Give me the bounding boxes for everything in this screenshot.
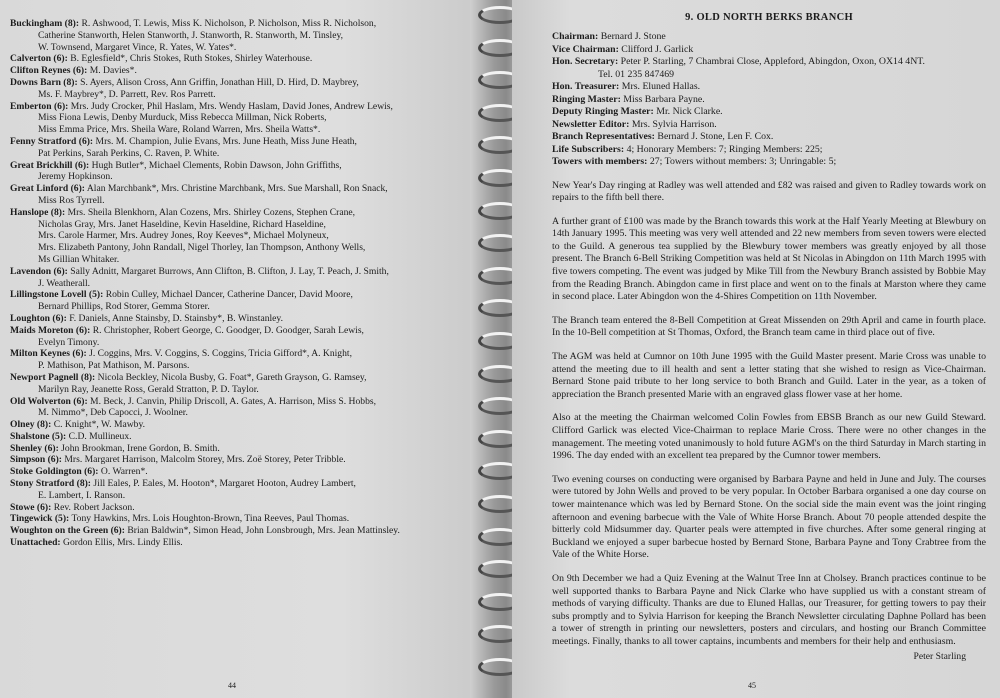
member-entry [10,101,474,136]
member-names: Gordon Ellis, Mrs. Lindy Ellis. [63,537,183,549]
officer-row [552,119,986,132]
officers-list [552,31,986,169]
member-names: B. Eglesfield*, Chris Stokes, Ruth Stokes, Shirley Waterhouse. [70,53,313,65]
member-names: John Brookman, Irene Gordon, B. Smith. [61,442,220,454]
member-entry [10,160,474,184]
officer-label: Hon. Secretary: [552,56,619,67]
officer-value: Miss Barbara Payne. [623,93,705,105]
member-names: Jeremy Hopkinson. [38,171,113,183]
member-entry [10,53,474,65]
officer-value: Bernard J. Stone [600,31,666,42]
tower-name: Shalstone (5): [10,430,67,442]
tower-name: Buckingham (8): [10,18,80,29]
officer-label: Branch Representatives: [552,131,655,142]
officer-row [552,156,986,169]
member-names: E. Lambert, I. Ranson. [38,489,126,501]
member-names: Miss Emma Price, Mrs. Sheila Ware, Roland Warren, Mrs. Sheila Watts*. [38,124,321,136]
member-names: Sally Adnitt, Margaret Burrows, Ann Clifton, B. Clifton, J. Lay, T. Peach, J. Smith, [70,265,389,277]
tower-name: Lillingstone Lovell (5): [10,289,104,301]
member-names: C. Knight*, W. Mawby. [53,419,146,431]
tower-name: Stoke Goldington (6): [10,466,99,478]
member-entry [10,454,474,466]
tower-name: Downs Barn (8): [10,76,78,88]
member-names: S. Ayers, Alison Cross, Ann Griffin, Jonathan Hill, D. Hird, D. Maybrey, [80,76,359,88]
report-paragraph: The Branch team entered the 8-Bell Competition at Great Missenden on 29th April and came in fourth place. In the 10-Bell competition at St Thomas, Oxford, the Branch team came in third place out of five. [552,314,986,339]
officer-row [552,44,986,57]
member-names: Nicola Beckley, Nicola Busby, G. Foat*, Gareth Grayson, G. Ramsey, [97,371,367,383]
officer-label: Vice Chairman: [552,43,619,55]
member-names: Robin Culley, Michael Dancer, Catherine Dancer, David Moore, [105,289,353,301]
report-text [552,180,986,649]
member-names: Miss Fiona Lewis, Denby Murduck, Miss Rebecca Millman, Nick Roberts, [38,112,327,124]
report-paragraph: On 9th December we had a Quiz Evening at the Walnut Tree Inn at Cholsey. Branch practices continue to be well supported thanks to Barbara Payne and Nick Clarke who have supplied us with a constant stream of methods of varying difficulty. Thanks are due to Eluned Hallas, our Treasurer, for getting towers to pay their subs promptly and to Sylvia Harrison for keeping the Branch Newsletter circulating Daphne Pollard has been a tower of strength in printing our newsletters, posters and circulars, and hosting our Branch Committee meetings. Finally, thanks to all tower captains, incumbents and members for their help and enthusiasm. [552,572,986,647]
member-names: Ms Gillian Whitaker. [38,253,120,265]
report-paragraph: Also at the meeting the Chairman welcomed Colin Fowles from EBSB Branch as our new Guild Steward. Clifford Garlick was elected Vice-Chairman to replace Marie Cross. There were no other changes in the management. The meeting voted unanimously to hold future AGM's on the third Saturday in March starting in 1996. The day ended with an excellent tea prepared by the Cumnor tower members. [552,412,986,462]
tower-name: Stowe (6): [10,501,52,513]
officer-row [552,106,986,119]
member-names: R. Christopher, Robert George, C. Goodger, D. Goodger, Sarah Lewis, [92,324,364,336]
member-names: Miss Ros Tyrrell. [38,194,105,206]
tower-name: Loughton (6): [10,312,67,324]
member-names: J. Coggins, Mrs. V. Coggins, S. Coggins, Tricia Gifford*, A. Knight, [89,348,352,360]
officer-value: Peter P. Starling, 7 Chambrai Close, Appleford, Abingdon, Oxon, OX14 4NT. [620,56,925,67]
tower-name: Great Linford (6): [10,183,85,195]
officer-label: Towers with members: [552,156,648,167]
member-entry [10,431,474,443]
member-entry [10,396,474,420]
tower-name: Newport Pagnell (8): [10,371,96,383]
officer-row [552,31,986,44]
officer-label: Newsletter Editor: [552,118,630,130]
member-entry [10,478,474,502]
member-entry [10,419,474,431]
right-page-number: 45 [748,681,756,690]
officer-value: Mrs. Sylvia Harrison. [631,118,717,130]
member-list [10,18,474,549]
tower-name: Olney (8): [10,419,52,431]
member-names: Mrs. Sheila Blenkhorn, Alan Cozens, Mrs. Shirley Cozens, Stephen Crane, [67,206,356,218]
officer-value: 4; Honorary Members: 7; Ringing Members: 225; [626,143,823,155]
member-names: P. Mathison, Pat Mathison, M. Parsons. [38,360,190,372]
report-paragraph: New Year's Day ringing at Radley was well attended and £82 was raised and given to Radley towards work on repairs to the fifth bell there. [552,179,986,204]
signature: Peter Starling [913,650,966,662]
member-names: O. Warren*. [100,466,148,478]
tower-name: Milton Keynes (6): [10,348,87,360]
member-names: Marilyn Ray, Jeanette Ross, Gerald Stratton, P. D. Taylor. [38,383,259,395]
officer-value: Clifford J. Garlick [621,43,694,55]
member-entry [10,18,474,53]
member-names: Ms. F. Maybrey*, D. Parrett, Rev. Ros Parrett. [38,88,216,100]
tower-name: Woughton on the Green (6): [10,525,125,537]
member-names: Pat Perkins, Sarah Perkins, C. Raven, P. White. [38,147,220,159]
officer-row [552,131,986,144]
tower-name: Stony Stratford (8): [10,478,92,490]
member-names: Nicholas Gray, Mrs. Janet Haseldine, Kevin Haseldine, Richard Haseldine, [38,218,326,230]
report-paragraph: Two evening courses on conducting were organised by Barbara Payne and held in June and July. The courses were tutored by John Wells and proved to be very popular. In October Barbara organised a one day course on tower maintenance which was led by Bernard Stone. On the social side the main event was the joint ringing afternoon and evening barbecue with the Vale of White Horse Branch. About 70 people attended despite the bitterly cold Midsummer day. Quarter peals were attempted in five churches. After some general ringing at Buckland we enjoyed a super barbecue hosted by Bernard Stone, Barbara Payne and Tony Crabtree from the Vale of the White Horse. [552,473,986,561]
member-names: M. Nimmo*, Deb Capocci, J. Woolner. [38,407,188,419]
officer-label: Life Subscribers: [552,143,625,155]
tower-name: Old Wolverton (6): [10,395,88,407]
member-names: J. Weatherall. [38,277,91,289]
tower-name: Maids Moreton (6): [10,324,91,336]
tower-name: Great Brickhill (6): [10,159,90,171]
officer-row [552,69,986,82]
member-entry [10,136,474,160]
officer-row [552,144,986,157]
tower-name: Fenny Stratford (6): [10,135,94,147]
member-names: Mrs. Elizabeth Pantony, John Randall, Nigel Thorley, Ian Thompson, Anthony Wells, [38,242,366,254]
member-entry [10,372,474,396]
officer-value: 27; Towers without members: 3; Unringable: 5; [649,156,837,167]
left-page-number: 44 [228,681,236,690]
member-names: Hugh Butler*, Michael Clements, Robin Dawson, John Griffiths, [91,159,342,171]
member-entry [10,466,474,478]
member-entry [10,289,474,313]
member-entry [10,313,474,325]
officer-label: Hon. Treasurer: [552,81,620,92]
member-entry [10,513,474,525]
member-names: Mrs. Carole Harmer, Mrs. Audrey Jones, Roy Keeves*, Michael Molyneux, [38,230,329,242]
tower-name: Shenley (6): [10,442,59,454]
member-entry [10,537,474,549]
officer-value: Bernard J. Stone, Len F. Cox. [657,131,774,142]
member-entry [10,348,474,372]
member-names: Bernard Phillips, Rod Storer, Gemma Storer. [38,301,210,313]
member-names: C.D. Mullineux. [68,430,132,442]
member-names: Brian Baldwin*, Simon Head, John Lonsbrough, Mrs. Jean Mattinsley. [127,525,400,537]
member-entry [10,266,474,290]
tower-name: Lavendon (6): [10,265,68,277]
member-names: M. Beck, J. Canvin, Philip Driscoll, A. Gates, A. Harrison, Miss S. Hobbs, [90,395,376,407]
member-names: M. Davies*. [89,65,137,77]
officer-label: Ringing Master: [552,93,621,105]
tower-name: Tingewick (5): [10,513,70,525]
member-names: Rev. Robert Jackson. [53,501,135,513]
member-entry [10,77,474,101]
member-entry [10,65,474,77]
tower-name: Unattached: [10,537,61,549]
officer-label: Chairman: [552,31,599,42]
tower-name: Hanslope (8): [10,206,66,218]
member-entry [10,502,474,514]
member-names: Evelyn Timony. [38,336,100,348]
left-page [0,0,488,698]
officer-row [552,94,986,107]
officer-value: Mr. Nick Clarke. [656,106,723,117]
tower-name: Calverton (6): [10,53,68,65]
member-names: Catherine Stanworth, Helen Stanworth, J. Stanworth, R. Stanworth, M. Tinsley, [38,29,344,41]
report-paragraph: A further grant of £100 was made by the Branch towards this work at the Half Yearly Meeting at Blewbury on 14th January 1995. This meeting was very well attended and 22 new members from seven towers were elected to the Guild. A generous tea supplied by the Blewbury tower members was greatly enjoyed by all those present. The Branch 6-Bell Striking Competition was held at St Nicolas in Abingdon on 11th March 1995 with five towers competing. The event was judged by Mike Till from the Newbury Branch assisted by Bobbie May from the Reading Branch. Abingdon came in first place and went on to the finals at Marston where they came in second place. Later Abingdon won the 4-Shires Competition on 11th November. [552,215,986,303]
officer-row [552,56,986,69]
right-page [512,0,1000,698]
member-names: F. Daniels, Anne Stainsby, D. Stainsby*, B. Winstanley. [69,312,283,324]
member-entry [10,325,474,349]
officer-row [552,81,986,94]
report-paragraph: The AGM was held at Cumnor on 10th June 1995 with the Guild Master present. Marie Cross was unable to attend the meeting due to ill health and sent a letter stating that she wished to resign as Vice-Chairman. Bernard Stone paid tribute to her long service to both Branch and Guild. Later in the year, as a token of appreciation the Branch presented Marie with an engraved glass flower vase at her home. [552,351,986,400]
member-names: Mrs. M. Champion, Julie Evans, Mrs. June Heath, Miss June Heath, [95,135,357,147]
member-names: R. Ashwood, T. Lewis, Miss K. Nicholson, P. Nicholson, Miss R. Nicholson, [81,18,377,29]
section-title: 9. OLD NORTH BERKS BRANCH [685,12,853,23]
tower-name: Simpson (6): [10,454,62,466]
member-names: Alan Marchbank*, Mrs. Christine Marchbank, Mrs. Sue Marshall, Ron Snack, [86,183,388,195]
member-entry [10,183,474,207]
member-names: Mrs. Margaret Harrison, Malcolm Storey, Mrs. Zoë Storey, Peter Tribble. [64,454,346,466]
member-names: Mrs. Judy Crocker, Phil Haslam, Mrs. Wendy Haslam, David Jones, Andrew Lewis, [70,100,393,112]
member-entry [10,525,474,537]
member-entry [10,443,474,455]
officer-value: Tel. 01 235 847469 [598,68,675,80]
member-names: W. Townsend, Margaret Vince, R. Yates, W. Yates*. [38,41,237,53]
officer-label: Deputy Ringing Master: [552,106,654,117]
tower-name: Clifton Reynes (6): [10,65,88,77]
member-entry [10,207,474,266]
officer-value: Mrs. Eluned Hallas. [621,81,701,92]
member-names: Jill Eales, P. Eales, M. Hooton*, Margaret Hooton, Audrey Lambert, [93,478,356,490]
member-names: Tony Hawkins, Mrs. Lois Houghton-Brown, Tina Reeves, Paul Thomas. [71,513,350,525]
tower-name: Emberton (6): [10,100,69,112]
